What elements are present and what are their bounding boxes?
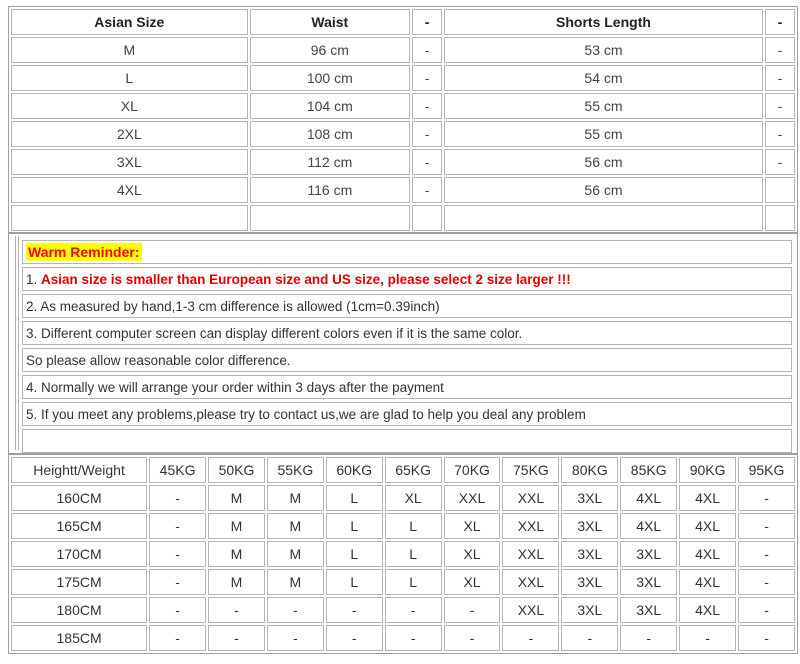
height-weight-table xyxy=(8,454,798,654)
hw-size-cell: - xyxy=(208,597,265,623)
hw-size-cell: XL xyxy=(444,569,501,595)
size-table-row xyxy=(11,177,795,203)
reminder-item-1-number: 1. xyxy=(26,271,42,287)
size-table-cell: L xyxy=(11,65,248,91)
hw-size-cell: M xyxy=(208,541,265,567)
hw-header-weight: 70KG xyxy=(444,457,501,483)
size-table-cell: XL xyxy=(11,93,248,119)
hw-header-weight: 60KG xyxy=(326,457,383,483)
hw-size-cell: 4XL xyxy=(679,569,736,595)
hw-size-cell: - xyxy=(267,597,324,623)
size-table-cell: - xyxy=(412,177,442,203)
hw-header-weight: 50KG xyxy=(208,457,265,483)
hw-table-row xyxy=(11,569,795,595)
size-table-cell: 2XL xyxy=(11,121,248,147)
hw-size-cell: L xyxy=(385,569,442,595)
size-table-cell: - xyxy=(765,65,795,91)
size-table-cell xyxy=(11,205,248,231)
hw-row-height: 160CM xyxy=(11,485,147,511)
size-header-blank-2: - xyxy=(765,9,795,35)
size-table-cell: - xyxy=(765,37,795,63)
hw-size-cell: XXL xyxy=(502,485,559,511)
size-table-cell: 56 cm xyxy=(444,149,763,175)
size-table-cell: - xyxy=(412,149,442,175)
hw-size-cell: 4XL xyxy=(620,485,677,511)
hw-size-cell: L xyxy=(326,541,383,567)
size-table-cell: 116 cm xyxy=(250,177,410,203)
hw-header-weight: 55KG xyxy=(267,457,324,483)
hw-size-cell: - xyxy=(149,485,206,511)
hw-header-weight: 90KG xyxy=(679,457,736,483)
reminder-edge-divider xyxy=(15,236,19,450)
warm-reminder-box xyxy=(8,232,798,454)
size-table-header-row xyxy=(11,9,795,35)
hw-size-cell: - xyxy=(738,513,795,539)
size-table xyxy=(8,6,798,234)
reminder-row xyxy=(22,348,792,372)
reminder-title: Warm Reminder: xyxy=(28,244,140,260)
size-header-blank-1: - xyxy=(412,9,442,35)
hw-size-cell: - xyxy=(149,541,206,567)
hw-row-height: 175CM xyxy=(11,569,147,595)
hw-size-cell: - xyxy=(149,597,206,623)
size-table-cell: - xyxy=(765,121,795,147)
hw-table-row xyxy=(11,541,795,567)
reminder-item-4: 4. Normally we will arrange your order within 3 days after the payment xyxy=(22,375,792,399)
hw-size-cell: - xyxy=(149,625,206,651)
size-table-cell: 56 cm xyxy=(444,177,763,203)
hw-size-cell: M xyxy=(208,485,265,511)
hw-size-cell: - xyxy=(738,485,795,511)
reminder-row xyxy=(22,402,792,426)
hw-size-cell: - xyxy=(502,625,559,651)
size-table-cell: 104 cm xyxy=(250,93,410,119)
size-table-cell: - xyxy=(412,93,442,119)
size-table-row xyxy=(11,121,795,147)
hw-size-cell: 3XL xyxy=(620,569,677,595)
size-table-cell: 112 cm xyxy=(250,149,410,175)
hw-size-cell: XXL xyxy=(502,513,559,539)
hw-size-cell: - xyxy=(620,625,677,651)
size-table-cell: 55 cm xyxy=(444,93,763,119)
hw-size-cell: - xyxy=(326,625,383,651)
hw-size-cell: - xyxy=(326,597,383,623)
hw-size-cell: - xyxy=(444,625,501,651)
hw-size-cell: L xyxy=(385,513,442,539)
hw-row-height: 165CM xyxy=(11,513,147,539)
hw-size-cell: M xyxy=(267,513,324,539)
hw-size-cell: M xyxy=(208,569,265,595)
hw-size-cell: XL xyxy=(444,541,501,567)
reminder-row xyxy=(22,321,792,345)
hw-header-weight: 65KG xyxy=(385,457,442,483)
reminder-row xyxy=(22,240,792,264)
hw-table-row xyxy=(11,485,795,511)
hw-size-cell: XXL xyxy=(502,541,559,567)
hw-size-cell: L xyxy=(326,485,383,511)
hw-table-header-row xyxy=(11,457,795,483)
size-table-body xyxy=(11,37,795,231)
hw-size-cell: M xyxy=(267,569,324,595)
size-table-row xyxy=(11,65,795,91)
size-table-cell: 3XL xyxy=(11,149,248,175)
hw-size-cell: - xyxy=(444,597,501,623)
size-table-cell xyxy=(765,177,795,203)
size-table-cell: 55 cm xyxy=(444,121,763,147)
hw-size-cell: XL xyxy=(444,513,501,539)
size-table-cell: M xyxy=(11,37,248,63)
hw-size-cell: L xyxy=(326,569,383,595)
size-header-waist: Waist xyxy=(250,9,410,35)
hw-size-cell: M xyxy=(267,485,324,511)
size-table-cell: - xyxy=(765,93,795,119)
hw-size-cell: - xyxy=(738,597,795,623)
hw-size-cell: M xyxy=(267,541,324,567)
hw-size-cell: 3XL xyxy=(561,541,618,567)
hw-table-row xyxy=(11,513,795,539)
hw-size-cell: 4XL xyxy=(679,597,736,623)
size-table-row xyxy=(11,93,795,119)
hw-size-cell: 4XL xyxy=(679,541,736,567)
hw-header-height-weight: Heightt/Weight xyxy=(11,457,147,483)
hw-table-row xyxy=(11,625,795,651)
size-table-cell xyxy=(412,205,442,231)
size-table-cell: 100 cm xyxy=(250,65,410,91)
hw-size-cell: 4XL xyxy=(620,513,677,539)
hw-row-height: 170CM xyxy=(11,541,147,567)
reminder-item-1 xyxy=(22,267,792,291)
reminder-row xyxy=(22,267,792,291)
reminder-row xyxy=(22,375,792,399)
hw-size-cell: 3XL xyxy=(620,541,677,567)
size-table-cell xyxy=(765,205,795,231)
hw-size-cell: - xyxy=(738,569,795,595)
size-table-cell: - xyxy=(412,37,442,63)
hw-size-cell: M xyxy=(208,513,265,539)
reminder-item-empty xyxy=(22,429,792,453)
hw-size-cell: - xyxy=(738,625,795,651)
size-table-cell: 54 cm xyxy=(444,65,763,91)
size-header-shorts-length: Shorts Length xyxy=(444,9,763,35)
hw-size-cell: - xyxy=(385,625,442,651)
hw-size-cell: L xyxy=(385,541,442,567)
size-table-cell: - xyxy=(412,65,442,91)
reminder-title-cell xyxy=(22,240,792,264)
hw-row-height: 180CM xyxy=(11,597,147,623)
hw-size-cell: XXL xyxy=(502,597,559,623)
hw-size-cell: - xyxy=(208,625,265,651)
hw-header-weight: 85KG xyxy=(620,457,677,483)
hw-table-row xyxy=(11,597,795,623)
reminder-row xyxy=(22,294,792,318)
hw-size-cell: 3XL xyxy=(620,597,677,623)
hw-size-cell: L xyxy=(326,513,383,539)
hw-table-body xyxy=(11,485,795,651)
size-table-cell xyxy=(444,205,763,231)
reminder-item-3: 3. Different computer screen can display different colors even if it is the same color. xyxy=(22,321,792,345)
reminder-table xyxy=(22,237,792,456)
reminder-item-3b: So please allow reasonable color difference. xyxy=(22,348,792,372)
hw-header-weight: 75KG xyxy=(502,457,559,483)
size-table-cell: 96 cm xyxy=(250,37,410,63)
hw-size-cell: - xyxy=(267,625,324,651)
size-table-cell: 108 cm xyxy=(250,121,410,147)
hw-size-cell: 3XL xyxy=(561,569,618,595)
size-table-row xyxy=(11,149,795,175)
hw-size-cell: 3XL xyxy=(561,597,618,623)
size-table-cell: - xyxy=(765,149,795,175)
hw-size-cell: 3XL xyxy=(561,513,618,539)
size-table-row xyxy=(11,37,795,63)
hw-size-cell: - xyxy=(738,541,795,567)
hw-size-cell: XXL xyxy=(502,569,559,595)
hw-size-cell: XXL xyxy=(444,485,501,511)
size-table-cell xyxy=(250,205,410,231)
hw-size-cell: XL xyxy=(385,485,442,511)
hw-size-cell: 4XL xyxy=(679,485,736,511)
reminder-item-2: 2. As measured by hand,1-3 cm difference is allowed (1cm=0.39inch) xyxy=(22,294,792,318)
hw-size-cell: 3XL xyxy=(561,485,618,511)
size-table-row xyxy=(11,205,795,231)
reminder-item-1-text: Asian size is smaller than European size and US size, please select 2 size larger !!! xyxy=(41,271,571,287)
hw-header-weight: 95KG xyxy=(738,457,795,483)
size-header-asian-size: Asian Size xyxy=(11,9,248,35)
hw-header-weight: 45KG xyxy=(149,457,206,483)
hw-size-cell: - xyxy=(149,513,206,539)
hw-row-height: 185CM xyxy=(11,625,147,651)
hw-size-cell: - xyxy=(561,625,618,651)
hw-size-cell: - xyxy=(385,597,442,623)
hw-size-cell: - xyxy=(679,625,736,651)
hw-size-cell: 4XL xyxy=(679,513,736,539)
hw-header-weight: 80KG xyxy=(561,457,618,483)
hw-size-cell: - xyxy=(149,569,206,595)
reminder-item-5: 5. If you meet any problems,please try to contact us,we are glad to help you deal any problem xyxy=(22,402,792,426)
size-table-cell: 53 cm xyxy=(444,37,763,63)
size-table-cell: 4XL xyxy=(11,177,248,203)
reminder-row xyxy=(22,429,792,453)
size-table-cell: - xyxy=(412,121,442,147)
